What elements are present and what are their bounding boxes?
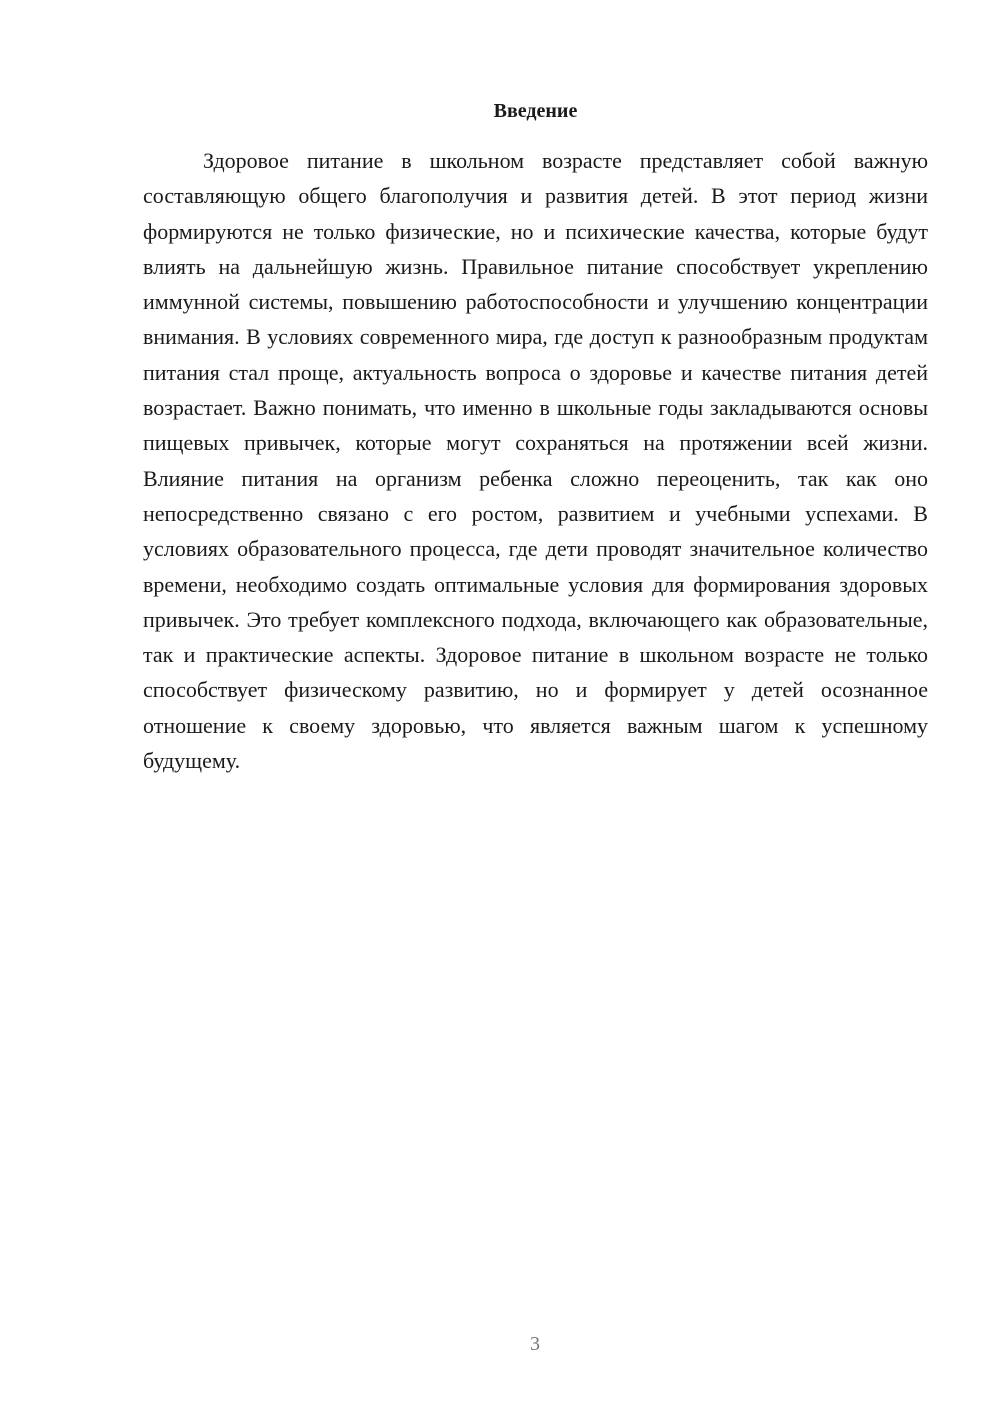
section-heading: Введение: [493, 100, 578, 122]
page-number: 3: [530, 1333, 540, 1355]
body-paragraph: Здоровое питание в школьном возрасте представляет собой важную составляющую общего благополучия и развития детей. В этот период жизни формируются не только физические, но и психические качества, которые будут влиять на дальнейшую жизнь. Правильное питание способствует укреплению иммунной системы, повышению работоспособности и улучшению концентрации внимания. В условиях современного мира, где доступ к разнообразным продуктам питания стал проще, актуальность вопроса о здоровье и качестве питания детей возрастает. Важно понимать, что именно в школьные годы закладываются основы пищевых привычек, которые могут сохраняться на протяжении всей жизни. Влияние питания на организм ребенка сложно переоценить, так как оно непосредственно связано с его ростом, развитием и учебными успехами. В условиях образовательного процесса, где дети проводят значительное количество времени, необходимо создать оптимальные условия для формирования здоровых привычек. Это требует комплексного подхода, включающего как образовательные, так и практические аспекты. Здоровое питание в школьном возрасте не только способствует физическому развитию, но и формирует у детей осознанное отношение к своему здоровью, что является важным шагом к успешному будущему.: [143, 148, 928, 774]
